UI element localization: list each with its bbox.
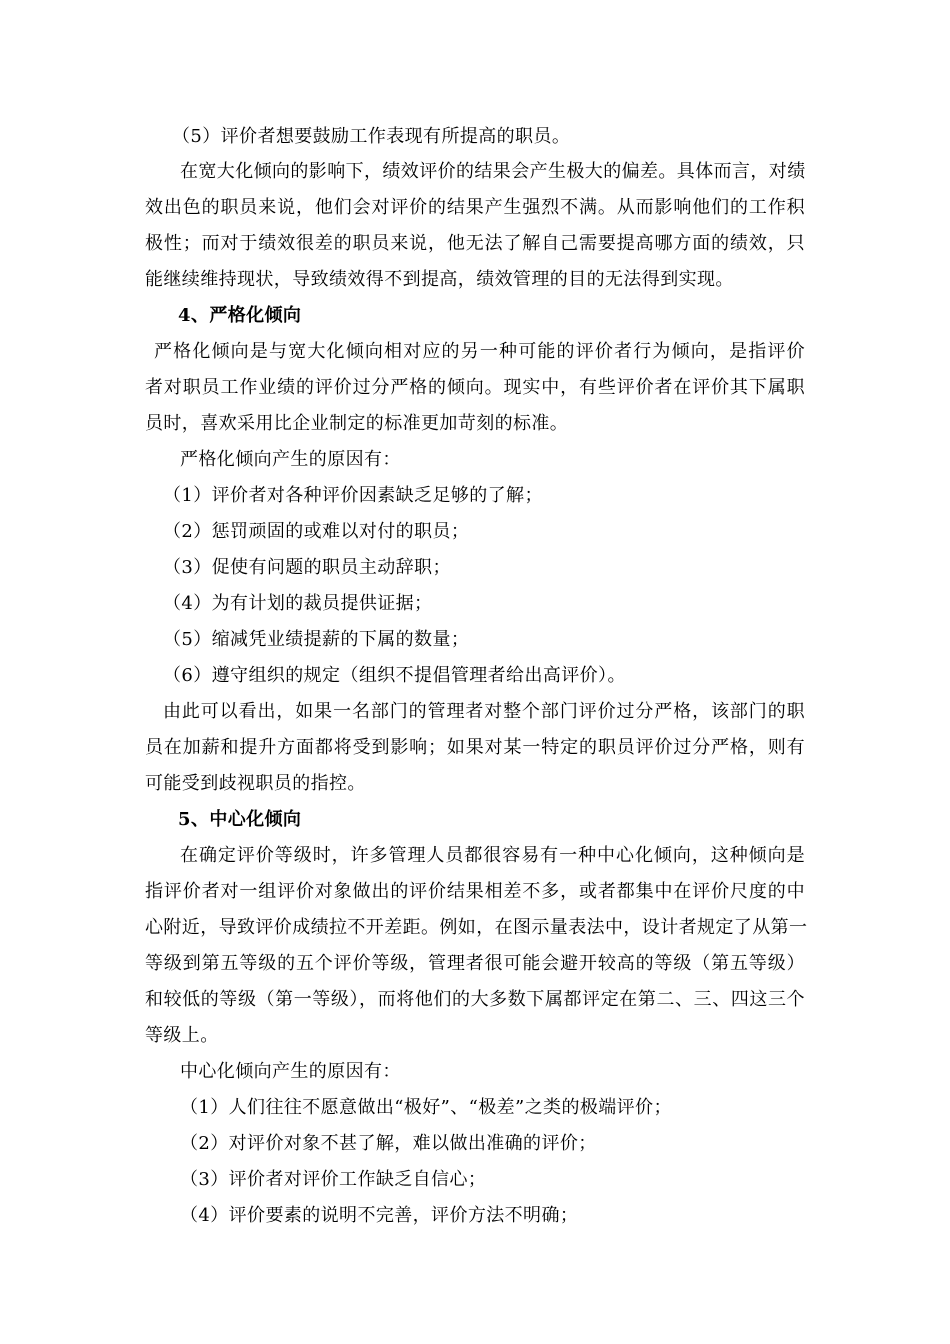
paragraph-line: 中心化倾向产生的原因有： [180,1061,401,1082]
list-item: （6）遵守组织的规定（组织不提倡管理者给出高评价）。 [163,665,626,686]
list-item: （4）评价要素的说明不完善，评价方法不明确； [180,1205,579,1226]
paragraph-line: 极性；而对于绩效很差的职员来说，他无法了解自己需要提高哪方面的绩效，只 [145,233,805,254]
paragraph-line: 可能受到歧视职员的指控。 [145,773,366,794]
list-item: （5）缩减凭业绩提薪的下属的数量； [163,629,470,650]
paragraph-line: 等级上。 [145,1025,219,1046]
paragraph-line: 者对职员工作业绩的评价过分严格的倾向。现实中，有些评价者在评价其下属职 [145,377,805,398]
paragraph-line: 严格化倾向是与宽大化倾向相对应的另一种可能的评价者行为倾向，是指评价 [154,341,805,362]
list-item: （4）为有计划的裁员提供证据； [163,593,433,614]
paragraph-line: 由此可以看出，如果一名部门的管理者对整个部门评价过分严格，该部门的职 [163,701,805,722]
section-heading: 4、严格化倾向 [178,305,302,326]
paragraph-line: 严格化倾向产生的原因有： [180,449,401,470]
paragraph-line: 等级到第五等级的五个评价等级，管理者很可能会避开较高的等级（第五等级） [145,953,805,974]
list-item: （5）评价者想要鼓励工作表现有所提高的职员。 [172,126,571,147]
list-item: （3）促使有问题的职员主动辞职； [163,557,451,578]
list-item: （3）评价者对评价工作缺乏自信心； [180,1169,487,1190]
paragraph-line: 在宽大化倾向的影响下，绩效评价的结果会产生极大的偏差。具体而言，对绩 [180,161,806,182]
paragraph-line: 员在加薪和提升方面都将受到影响；如果对某一特定的职员评价过分严格，则有 [145,737,805,758]
list-item: （1）评价者对各种评价因素缺乏足够的了解； [163,485,543,506]
paragraph-line: 能继续维持现状，导致绩效得不到提高，绩效管理的目的无法得到实现。 [145,269,734,290]
paragraph-line: 心附近，导致评价成绩拉不开差距。例如，在图示量表法中，设计者规定了从第一 [145,917,808,938]
paragraph-line: 和较低的等级（第一等级），而将他们的大多数下属都评定在第二、三、四这三个 [145,989,805,1010]
paragraph-line: 效出色的职员来说，他们会对评价的结果产生强烈不满。从而影响他们的工作积 [145,197,805,218]
paragraph-line: 指评价者对一组评价对象做出的评价结果相差不多，或者都集中在评价尺度的中 [145,881,805,902]
section-heading: 5、中心化倾向 [178,809,302,830]
list-item: （2）对评价对象不甚了解，难以做出准确的评价； [180,1133,597,1154]
list-item: （1）人们往往不愿意做出“极好”、“极差”之类的极端评价； [180,1097,672,1118]
list-item: （2）惩罚顽固的或难以对付的职员； [163,521,470,542]
paragraph-line: 员时，喜欢采用比企业制定的标准更加苛刻的标准。 [145,413,569,434]
paragraph-line: 在确定评价等级时，许多管理人员都很容易有一种中心化倾向，这种倾向是 [180,845,805,866]
